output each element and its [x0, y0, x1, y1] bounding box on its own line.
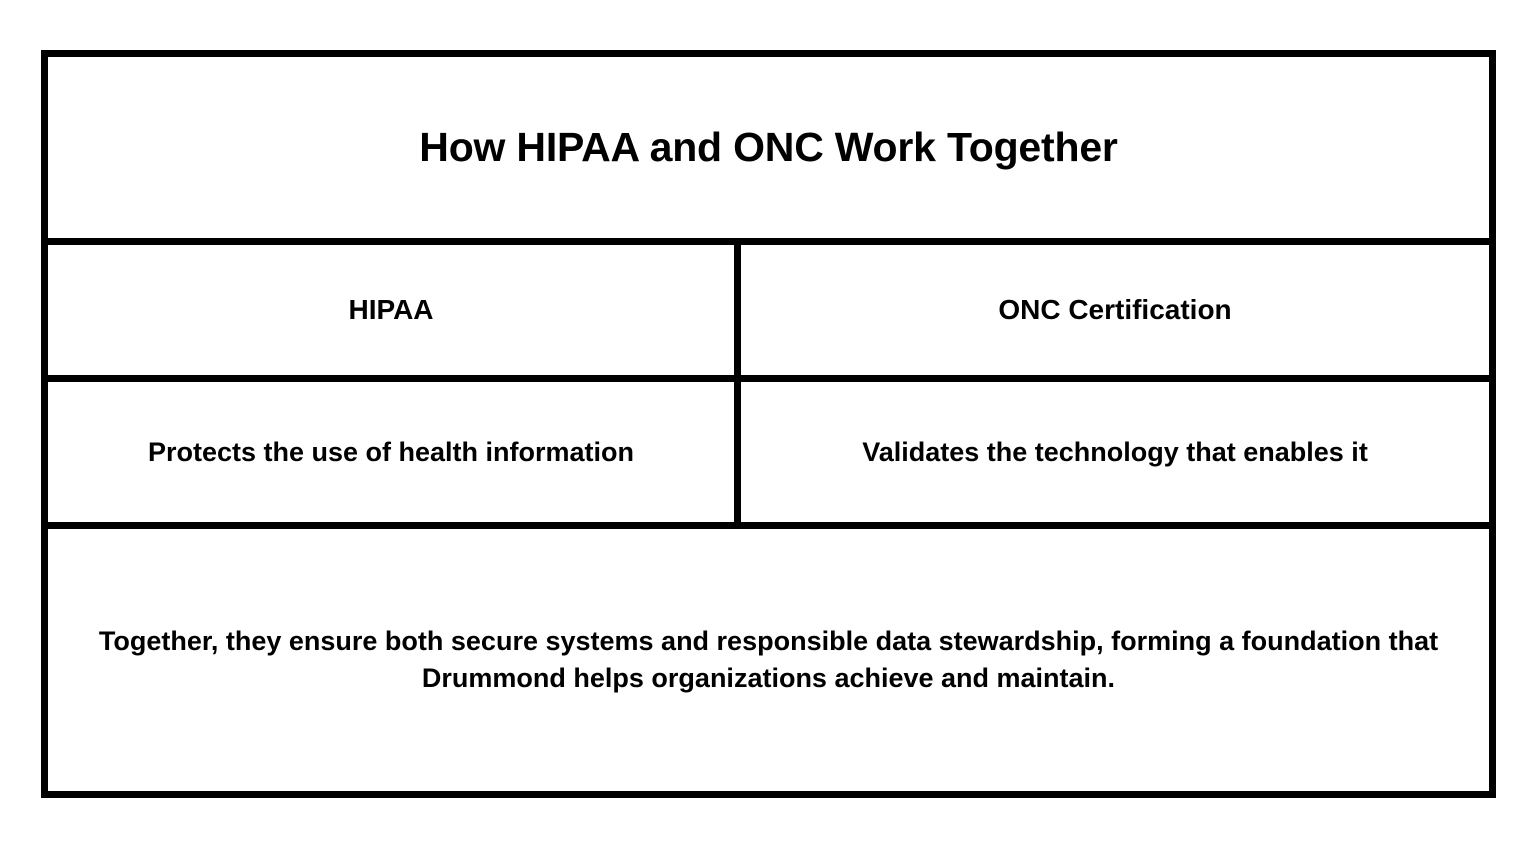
comparison-table: [41, 50, 1496, 798]
table-title: How HIPAA and ONC Work Together: [419, 124, 1118, 170]
column-description-hipaa: Protects the use of health information: [147, 436, 635, 467]
column-description-onc: Validates the technology that enables it: [862, 436, 1368, 467]
divider-columns: [734, 238, 741, 529]
divider-headings: [48, 375, 1489, 382]
column-heading-hipaa: HIPAA: [348, 294, 434, 325]
divider-descriptions: [48, 522, 1489, 529]
divider-title: [48, 238, 1489, 245]
column-heading-onc: ONC Certification: [998, 294, 1232, 325]
summary-text: Together, they ensure both secure systems and responsible data stewardship, forming a foundation that Drummond helps organizations achieve and maintain.: [98, 626, 1439, 693]
